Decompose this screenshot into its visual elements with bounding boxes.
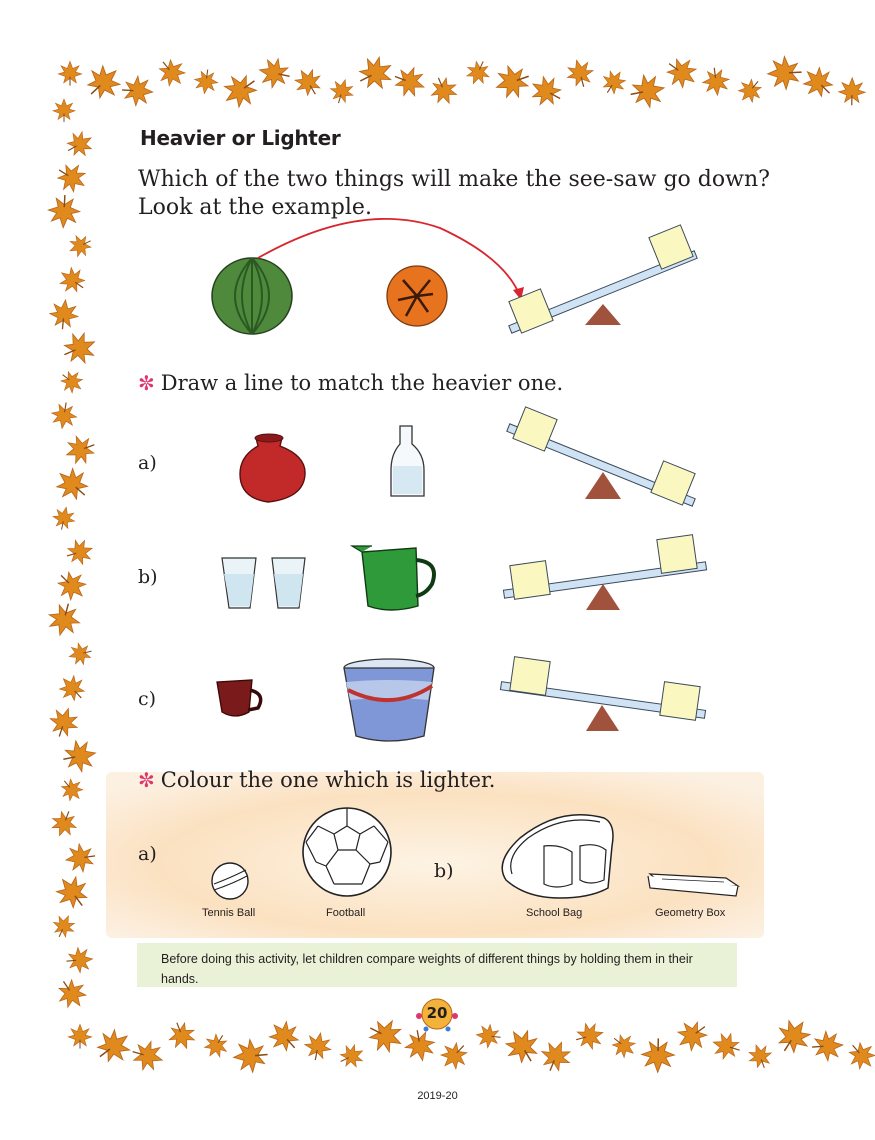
year-footer: 2019-20 (417, 1090, 458, 1102)
question-line-2: Look at the example. (138, 195, 372, 220)
flower-bullet-icon: ✼ (138, 768, 155, 792)
caption-tennis-ball: Tennis Ball (202, 907, 256, 919)
caption-geometry-box: Geometry Box (655, 907, 726, 919)
instruction-colour-text: Colour the one which is lighter. (160, 768, 496, 792)
caption-football: Football (326, 907, 366, 919)
flower-bullet-icon: ✼ (138, 371, 155, 395)
colour-label-b: b) (434, 860, 454, 882)
row-a-label: a) (138, 452, 157, 474)
question-line-1: Which of the two things will make the see-saw go down? (138, 167, 770, 192)
page-heading: Heavier or Lighter (140, 126, 341, 150)
colour-label-a: a) (138, 843, 157, 865)
instruction-match-text: Draw a line to match the heavier one. (160, 371, 564, 395)
page-number: 20 (426, 1004, 448, 1022)
row-c-label: c) (138, 688, 157, 710)
teacher-note-text: Before doing this activity, let children compare weights of different things by holding them in their hands. (161, 952, 693, 986)
caption-school-bag: School Bag (526, 907, 583, 919)
row-b-label: b) (138, 566, 158, 588)
